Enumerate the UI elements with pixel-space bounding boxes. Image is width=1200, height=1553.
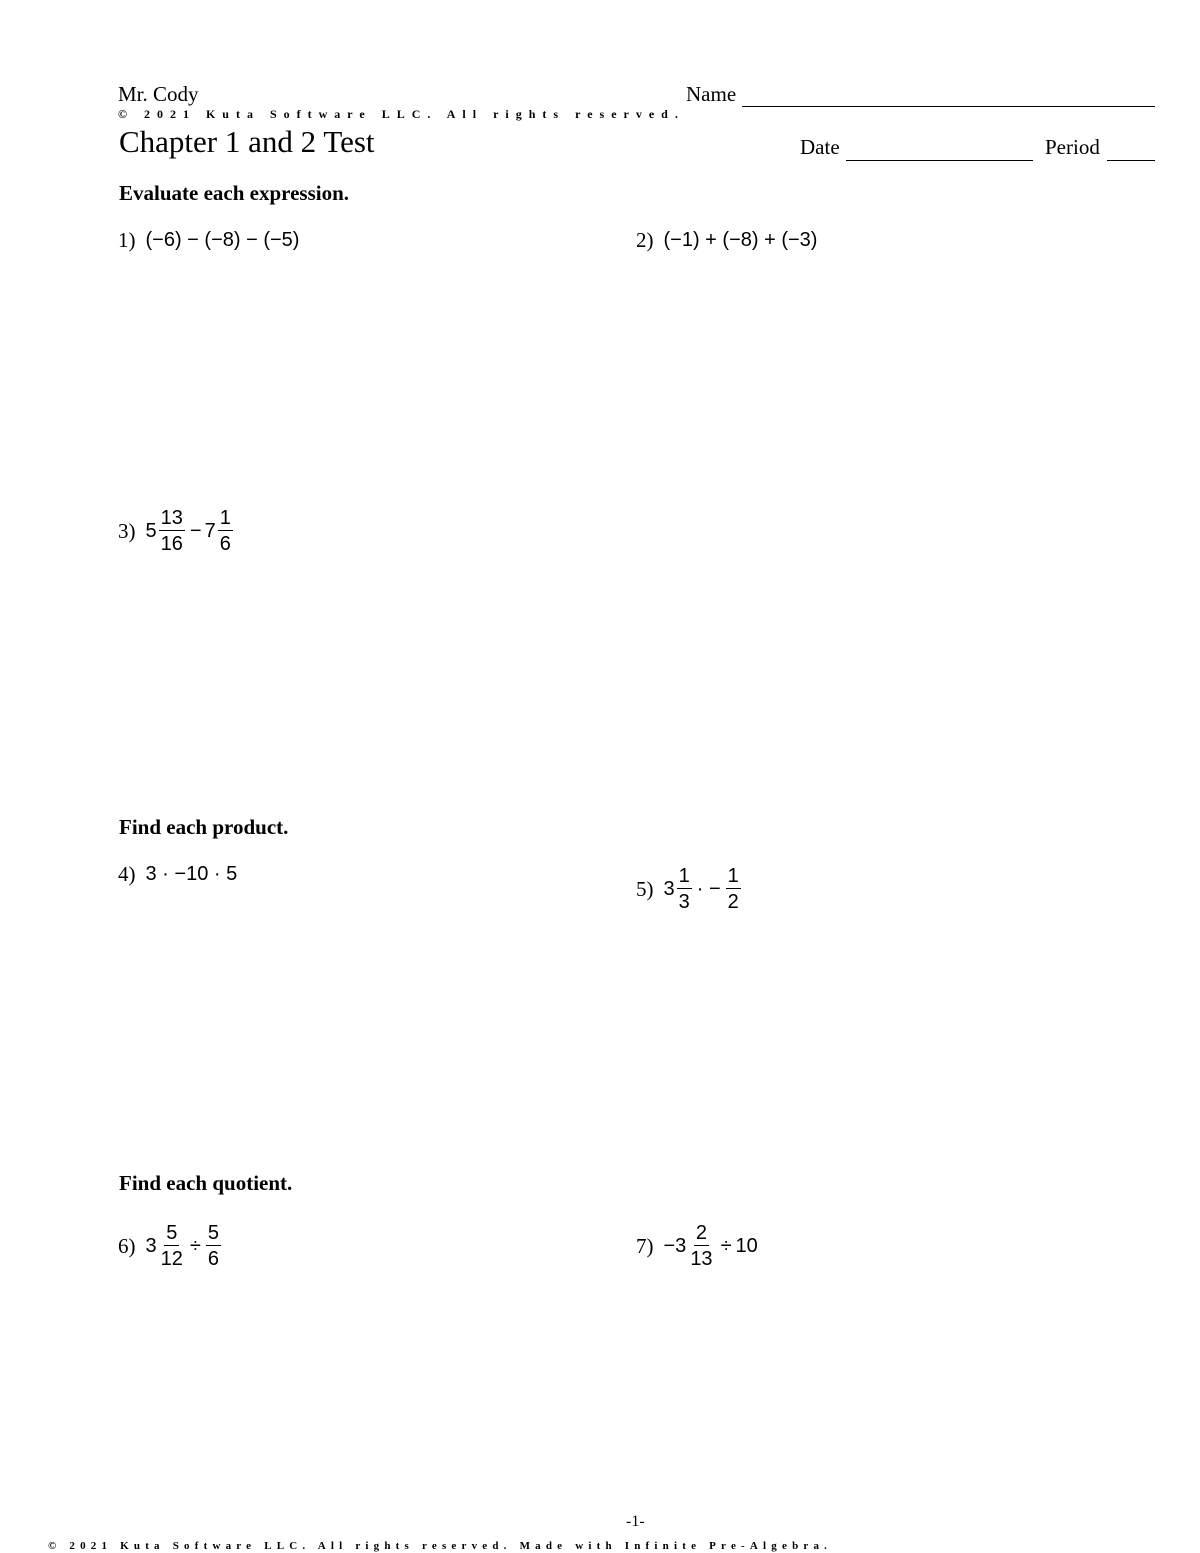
denominator: 6 — [207, 1248, 219, 1270]
problem-expression — [664, 1221, 758, 1272]
page-title: Chapter 1 and 2 Test — [119, 124, 375, 159]
problem-number: 3) — [118, 519, 136, 543]
problem-number: 2) — [636, 228, 654, 252]
name-blank-line — [742, 106, 1155, 107]
problem-3 — [118, 506, 235, 557]
problem-expression — [664, 864, 743, 915]
whole-number: 7 — [204, 520, 216, 542]
whole-number: −3 — [663, 1235, 687, 1257]
section-heading-quotient: Find each quotient. — [119, 1171, 293, 1195]
problem-number: 5) — [636, 877, 654, 901]
fraction — [218, 506, 233, 557]
problem-number: 1) — [118, 228, 136, 252]
numerator: 2 — [695, 1222, 707, 1244]
denominator: 3 — [678, 891, 690, 913]
problem-number: 4) — [118, 862, 136, 886]
problem-5 — [636, 864, 743, 915]
problem-expression: (−1) + (−8) + (−3) — [663, 229, 818, 251]
problem-6 — [118, 1221, 223, 1272]
problem-1 — [118, 228, 299, 253]
period-blank-line — [1107, 160, 1155, 161]
numerator: 1 — [727, 865, 739, 887]
section-heading-evaluate: Evaluate each expression. — [119, 181, 350, 205]
denominator: 16 — [160, 533, 183, 555]
whole-number: 3 — [663, 878, 675, 900]
problem-expression — [146, 506, 235, 557]
denominator: 6 — [219, 533, 231, 555]
fraction — [726, 864, 741, 915]
numerator: 5 — [207, 1222, 219, 1244]
operator: ÷ — [720, 1235, 732, 1257]
operator: − — [189, 520, 202, 542]
fraction — [159, 1221, 185, 1272]
numerator: 5 — [166, 1222, 178, 1244]
problem-7 — [636, 1221, 758, 1272]
problem-2 — [636, 228, 817, 253]
divisor: 10 — [735, 1235, 758, 1257]
fraction — [677, 864, 692, 915]
operator: ÷ — [189, 1235, 201, 1257]
fraction — [206, 1221, 221, 1272]
page-number: -1- — [626, 1513, 645, 1530]
header-copyright: © 2021 Kuta Software LLC. All rights reserved. — [118, 107, 685, 121]
fraction — [159, 506, 185, 557]
problem-number: 6) — [118, 1234, 136, 1258]
date-blank-line — [846, 160, 1033, 161]
problem-expression: 3 · −10 · 5 — [145, 863, 238, 885]
denominator: 12 — [160, 1248, 183, 1270]
problem-expression — [146, 1221, 223, 1272]
whole-number: 5 — [145, 520, 157, 542]
denominator: 13 — [690, 1248, 713, 1270]
date-label: Date — [800, 135, 840, 159]
numerator: 1 — [219, 507, 231, 529]
section-heading-product: Find each product. — [119, 815, 289, 839]
period-label: Period — [1045, 135, 1100, 159]
numerator: 1 — [678, 865, 690, 887]
footer-copyright: © 2021 Kuta Software LLC. All rights reserved. Made with Infinite Pre-Algebra. — [48, 1540, 833, 1552]
problem-expression: (−6) − (−8) − (−5) — [145, 229, 300, 251]
teacher-name: Mr. Cody — [118, 82, 199, 106]
whole-number: 3 — [145, 1235, 157, 1257]
name-label: Name — [686, 82, 737, 106]
problem-4 — [118, 862, 237, 887]
denominator: 2 — [727, 891, 739, 913]
numerator: 13 — [160, 507, 183, 529]
problem-number: 7) — [636, 1234, 654, 1258]
operator: · − — [696, 878, 721, 900]
fraction — [688, 1221, 714, 1272]
